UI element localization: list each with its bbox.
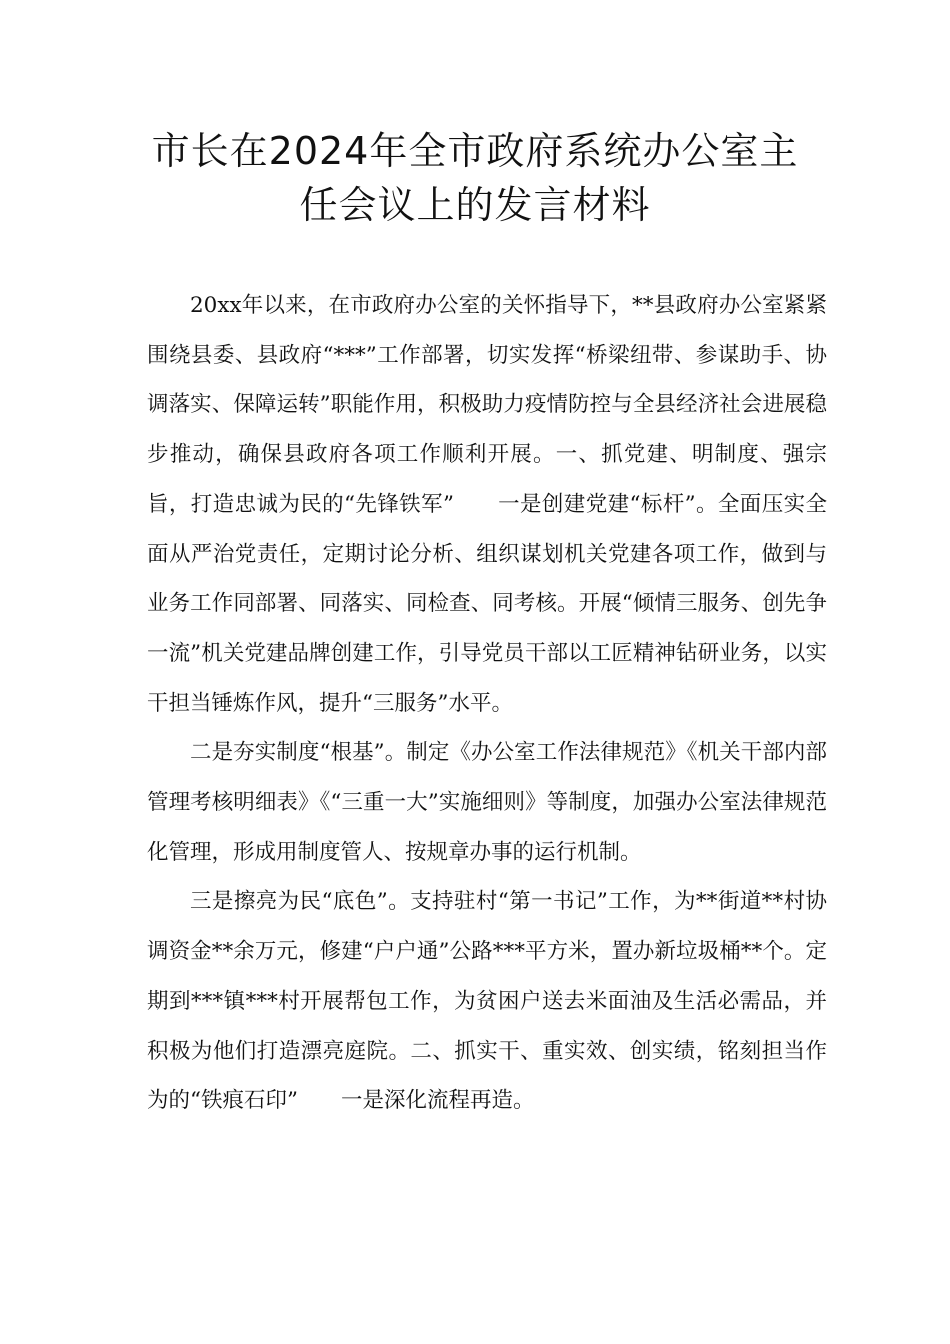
- paragraph-3: 三是擦亮为民“底色”。支持驻村“第一书记”工作，为**街道**村协调资金**余万元，修建“户户通”公路***平方米，置办新垃圾桶**个。定期到***镇***村开展帮包工作，为贫困户送去米面油及生活必需品，并积极为他们打造漂亮庭院。二、抓实干、重实效、创实绩，铭刻担当作为的“铁痕石印” 一是深化流程再造。: [147, 889, 827, 1114]
- paragraph-1: 20xx年以来，在市政府办公室的关怀指导下，**县政府办公室紧紧围绕县委、县政府“***”工作部署，切实发挥“桥梁纽带、参谋助手、协调落实、保障运转”职能作用，积极助力疫情防控与全县经济社会进展稳步推动，确保县政府各项工作顺利开展。一、抓党建、明制度、强宗旨，打造忠诚为民的“先锋铁军” 一是创建党建“标杆”。全面压实全面从严治党责任，定期讨论分析、组织谋划机关党建各项工作，做到与业务工作同部署、同落实、同检查、同考核。开展“倾情三服务、创先争一流”机关党建品牌创建工作，引导党员干部以工匠精神钻研业务，以实干担当锤炼作风，提升“三服务”水平。: [147, 293, 827, 716]
- document-title: [0, 124, 950, 232]
- document-body: [147, 281, 827, 1126]
- title-line-2: 任会议上的发言材料: [299, 183, 651, 227]
- paragraph-2: 二是夯实制度“根基”。制定《办公室工作法律规范》《机关干部内部管理考核明细表》《“三重一大”实施细则》等制度，加强办公室法律规范化管理，形成用制度管人、按规章办事的运行机制。: [147, 740, 827, 865]
- title-line-1: 市长在2024年全市政府系统办公室主: [151, 129, 799, 173]
